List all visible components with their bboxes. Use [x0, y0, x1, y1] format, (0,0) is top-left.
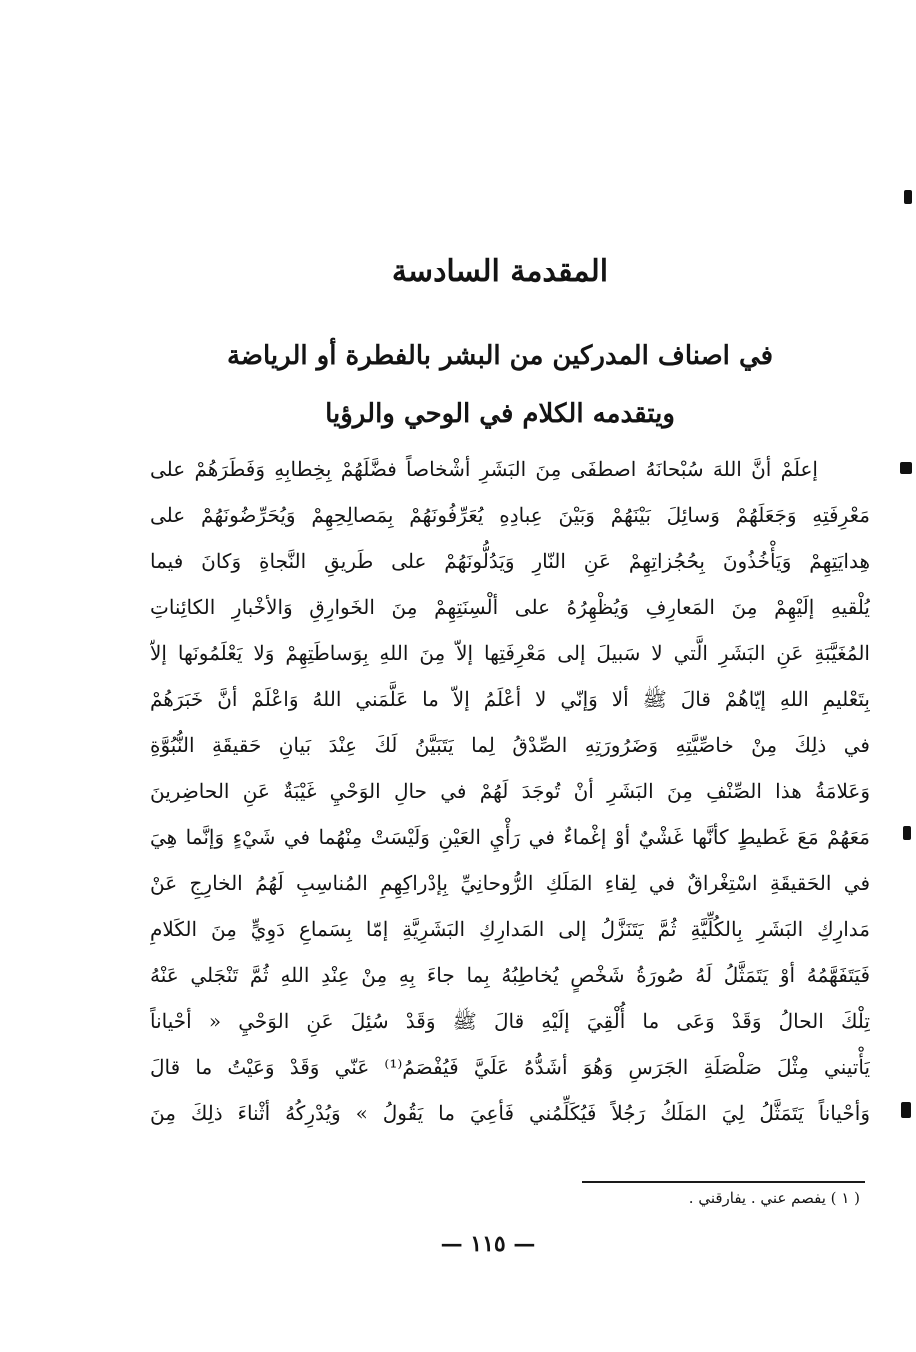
body-line-5: المُغَيَّبَةِ عَنِ البَشَرِ الَّتي لا سَبيلَ إلى مَعْرِفَتِها إلاّ مِنَ اللهِ بِوَساطَتِهِمْ وَلا يَعْلَمُونَها إلاّ [150, 641, 870, 665]
body-line-9: مَعَهُمْ مَعَ غَطيطٍ كأنَّها غَشْيٌ أوْ إغْماءٌ في رَأْيِ العَيْنِ وَلَيْسَتْ مِنْهُما في شَيْءٍ وَإنَّما هِيَ [150, 825, 870, 849]
body-line-13: تِلْكَ الحالُ وَقَدْ وَعَى ما أُلْقِيَ إلَيْهِ قالَ ﷺ وَقَدْ سُئِلَ عَنِ الوَحْيِ « أحْياناً [150, 1009, 870, 1033]
chapter-title: المقدمة السادسة [391, 254, 609, 289]
body-line-2: مَعْرِفَتِهِ وَجَعَلَهُمْ وَسائِلَ بَيْنَهُمْ وَبَيْنَ عِبادِهِ يُعَرِّفُونَهُمْ بِمَصالِحِهِمْ وَيُحَرِّضُونَهُمْ على [150, 503, 870, 527]
footnote: ( ١ ) يفصم عني . يفارقني . [688, 1189, 860, 1207]
chapter-subtitle-line-2: ويتقدمه الكلام في الوحي والرؤيا [325, 399, 675, 429]
scan-artifact-mark [903, 826, 911, 840]
body-line-8: وَعَلامَةُ هذا الصِّنْفِ مِنَ البَشَرِ أنْ تُوجَدَ لَهُمْ في حالِ الوَحْيِ غَيْبَةٌ عَنِ الحاضِرينَ [150, 779, 870, 803]
footnote-divider [582, 1181, 865, 1183]
chapter-subtitle-line-1: في اصناف المدركين من البشر بالفطرة أو الرياضة [226, 341, 774, 371]
scan-artifact-mark [904, 190, 912, 204]
body-line-11: مَدارِكِ البَشَرِ بِالكُلِّيَّةِ ثُمَّ يَتَنَزَّلُ إلى المَدارِكِ البَشَرِيَّةِ إمّا بِسَماعِ دَوِيٍّ مِنَ الكَلامِ [150, 917, 870, 941]
body-line-4: يُلْقيهِ إلَيْهِمْ مِنَ المَعارِفِ وَيُظْهِرُهُ على ألْسِنَتِهِمْ مِنَ الخَوارِقِ وَالأخْبارِ الكائِناتِ [150, 595, 870, 619]
body-paragraph [150, 446, 870, 1136]
body-line-3: هِدايَتِهِمْ وَيَأْخُذُونَ بِحُجُزاتِهِمْ عَنِ النّارِ وَيَدُلُّونَهُمْ على طَريقِ النَّجاةِ وَكانَ فيما [150, 549, 870, 573]
body-line-10: في الحَقيقَةِ اسْتِغْراقٌ في لِقاءِ المَلَكِ الرُّوحانِيِّ بِإدْراكِهِمِ المُناسِبِ لَهُمُ الخارِجِ عَنْ [150, 871, 870, 895]
body-line-7: في ذلِكَ مِنْ خاصِّيَّتِهِ وَضَرُورَتِهِ الصِّدْقُ لِما يَتَبَيَّنُ لَكَ عِنْدَ بَيانِ حَقيقَةِ النُّبُوَّةِ [150, 733, 870, 757]
scan-artifact-mark [900, 462, 912, 474]
body-line-6: بِتَعْليمِ اللهِ إيّاهُمْ قالَ ﷺ ألا وَإنّي لا أعْلَمُ إلاّ ما عَلَّمَني اللهُ وَاعْلَمْ أنَّ خَبَرَهُمْ [150, 687, 870, 711]
body-line-14: يَأْتيني مِثْلَ صَلْصَلَةِ الجَرَسِ وَهُوَ أشَدُّهُ عَلَيَّ فَيُفْصَمُ⁽¹⁾ عَنّي وَقَدْ وَعَيْتُ ما قالَ [150, 1055, 870, 1079]
page-number: — ١١٥ — [440, 1231, 536, 1257]
body-line-12: فَيَتَفَهَّمُهُ أوْ يَتَمَثَّلُ لَهُ صُورَةُ شَخْصٍ يُخاطِبُهُ بِما جاءَ بِهِ مِنْ عِنْدِ اللهِ ثُمَّ تَنْجَلي عَنْهُ [150, 963, 870, 987]
body-line-1: إعلَمْ أنَّ اللهَ سُبْحانَهُ اصطفَى مِنَ البَشَرِ أشْخاصاً فضَّلَهُمْ بِخِطابِهِ وَفَطَرَهُمْ على [150, 457, 818, 481]
body-line-15: وَأحْياناً يَتَمَثَّلُ لِيَ المَلَكُ رَجُلاً فَيُكَلِّمُني فَأعِيَ ما يَقُولُ » وَيُدْرِكُهُ أثْناءَ ذلِكَ مِنَ [150, 1101, 870, 1125]
scan-artifact-mark [901, 1102, 911, 1118]
